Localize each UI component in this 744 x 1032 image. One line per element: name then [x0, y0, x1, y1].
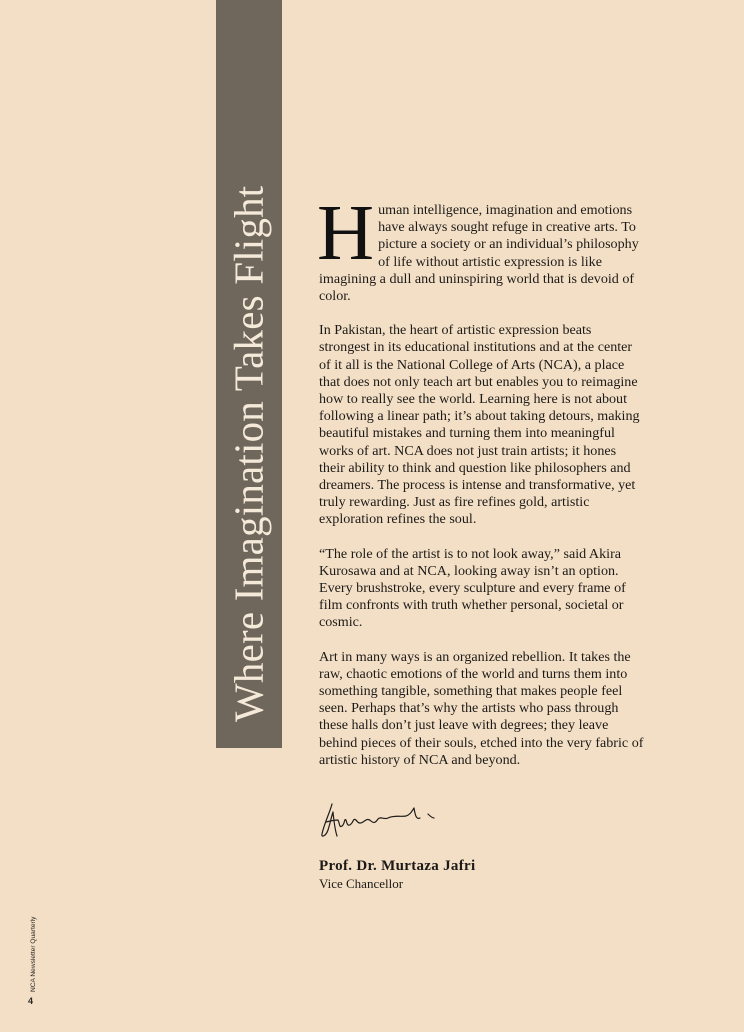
article-paragraph-3: “The role of the artist is to not look away,” said Akira Kurosawa and at NCA, looking away isn’t an option. Every brushstroke, every sculpture and every frame of film confronts with truth whether personal, societal or cosmic. [319, 545, 626, 631]
article-body [317, 190, 644, 786]
page-title: Where Imagination Takes Flight [225, 185, 272, 722]
article-paragraph-1-text: uman intelligence, imagination and emotions have always sought refuge in creative arts. To picture a society or an individual’s philosophy of life without artistic expression is like imagining a dull and uninspiring world that is devoid of color. [319, 202, 639, 305]
publication-label: NCA Newsletter Quarterly [30, 916, 37, 992]
drop-cap: H [317, 190, 375, 277]
signatory-title: Vice Chancellor [319, 876, 404, 891]
signatory-name: Prof. Dr. Murtaza Jafri [319, 858, 476, 874]
article-paragraph-2: In Pakistan, the heart of artistic expression beats strongest in its educational institutions and at the center of it all is the National College of Arts (NCA), a place that does not only teach art but enables you to reimagine how to really see the world. Learning here is not about following a linear path; it’s about taking detours, making beautiful mistakes and turning them into meaningful works of art. NCA does not just train artists; it hones their ability to think and question like philosophers and dreamers. The process is intense and transformative, yet truly rewarding. Just as fire refines gold, artistic exploration refines the soul. [319, 322, 640, 528]
handwritten-signature [318, 796, 446, 844]
article-paragraph-4: Art in many ways is an organized rebellion. It takes the raw, chaotic emotions of the world and turns them into something tangible, something that makes people feel seen. Perhaps that’s why the artists who pass through these halls don’t just leave with degrees; they leave behind pieces of their souls, etched into the very fabric of artistic history of NCA and beyond. [319, 648, 644, 768]
page-number: 4 [28, 996, 34, 1006]
article-paragraph-1 [317, 190, 644, 305]
